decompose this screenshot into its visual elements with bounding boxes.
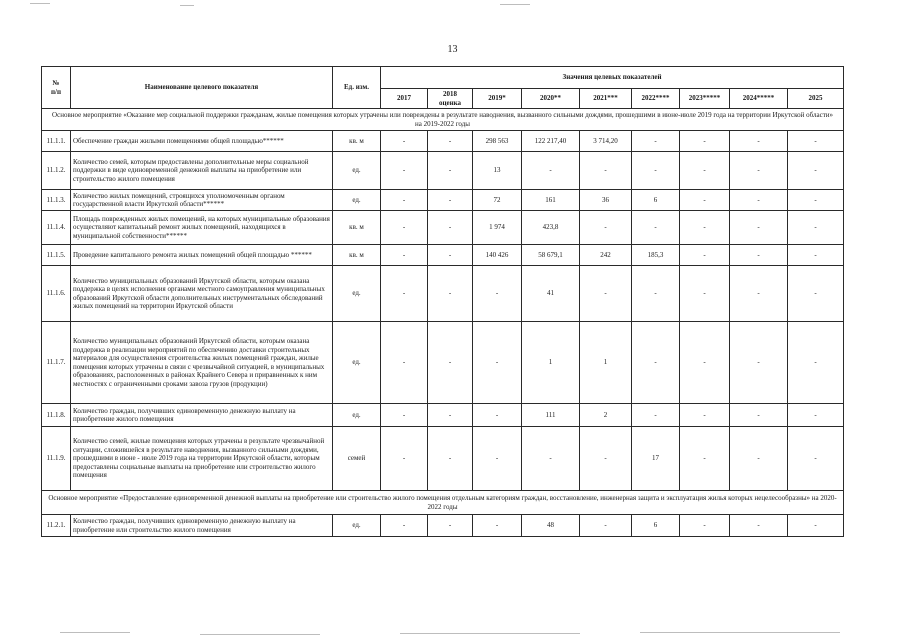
value-cell: - (788, 266, 844, 322)
value-cell: 122 217,40 (522, 131, 580, 152)
value-cell: - (730, 211, 788, 245)
unit-cell: кв. м (333, 245, 381, 266)
value-cell: - (428, 211, 473, 245)
value-cell: - (730, 190, 788, 211)
value-cell: 161 (522, 190, 580, 211)
value-cell: - (428, 404, 473, 427)
scan-artifact (500, 4, 530, 5)
indicator-name: Проведение капитального ремонта жилых помещений общей площадью ****** (71, 245, 333, 266)
value-cell: - (730, 266, 788, 322)
scan-artifact (200, 634, 320, 635)
indicator-name: Количество семей, жилые помещения которых утрачены в результате чрезвычайной ситуации, сложившейся в результате наводнения, вызванного сильными дождями, прошедшими в июне - июле 2019 года на территории Иркутской области, которым предоставлены социальные выплаты на приобретение или строительство жилого помещения (71, 427, 333, 491)
value-cell: - (730, 427, 788, 491)
value-cell: - (473, 427, 522, 491)
value-cell: - (680, 404, 730, 427)
value-cell: 36 (580, 190, 632, 211)
page-number: 13 (447, 44, 458, 55)
row-number: 11.1.6. (42, 266, 71, 322)
value-cell: - (428, 190, 473, 211)
value-cell: - (680, 245, 730, 266)
table-row (42, 131, 844, 152)
header-values-group: Значения целевых показателей (381, 67, 844, 89)
indicator-name: Площадь поврежденных жилых помещений, на которых муниципальные образования осуществляют капитальный ремонт жилых помещений, находящихся в муниципальной собственности****** (71, 211, 333, 245)
row-number: 11.1.1. (42, 131, 71, 152)
scan-artifact (60, 632, 130, 633)
value-cell: - (680, 190, 730, 211)
value-cell: - (580, 152, 632, 190)
value-cell: - (381, 427, 428, 491)
table-body (42, 109, 844, 537)
header-year: 2019* (473, 89, 522, 109)
value-cell: 3 714,20 (580, 131, 632, 152)
value-cell: - (522, 152, 580, 190)
value-cell: - (680, 152, 730, 190)
value-cell: - (381, 245, 428, 266)
target-indicators-table (41, 66, 844, 537)
value-cell: - (788, 131, 844, 152)
indicator-name: Количество муниципальных образований Иркутской области, которым оказана поддержка в целях исполнения органами местного самоуправления муниципальных образований Иркутской области дополнительных инструментальных обследований жилых помещений на территории Иркутской области (71, 266, 333, 322)
value-cell: 140 426 (473, 245, 522, 266)
value-cell: - (680, 322, 730, 404)
value-cell: - (473, 322, 522, 404)
value-cell: - (788, 211, 844, 245)
value-cell: - (580, 515, 632, 537)
value-cell: 111 (522, 404, 580, 427)
header-num-text: № п/п (50, 79, 61, 96)
row-number: 11.1.7. (42, 322, 71, 404)
unit-cell: ед. (333, 152, 381, 190)
value-cell: - (680, 266, 730, 322)
value-cell: - (730, 131, 788, 152)
value-cell: - (788, 515, 844, 537)
value-cell: 1 (580, 322, 632, 404)
indicator-name: Количество граждан, получивших единовременную денежную выплату на приобретение жилого помещения (71, 404, 333, 427)
header-year: 2024***** (730, 89, 788, 109)
header-year: 2022**** (632, 89, 680, 109)
value-cell: 298 563 (473, 131, 522, 152)
unit-cell: ед. (333, 190, 381, 211)
value-cell: - (632, 211, 680, 245)
row-number: 11.1.9. (42, 427, 71, 491)
table-row (42, 266, 844, 322)
value-cell: - (680, 211, 730, 245)
row-number: 11.1.4. (42, 211, 71, 245)
value-cell: - (632, 266, 680, 322)
indicator-name: Количество жилых помещений, строящихся уполномоченным органом государственной власти Иркутской области****** (71, 190, 333, 211)
value-cell: - (381, 190, 428, 211)
value-cell: - (473, 515, 522, 537)
value-cell: 6 (632, 190, 680, 211)
value-cell: - (473, 404, 522, 427)
value-cell: 1 (522, 322, 580, 404)
value-cell: - (580, 427, 632, 491)
table-row (42, 190, 844, 211)
value-cell: - (680, 131, 730, 152)
value-cell: - (680, 515, 730, 537)
header-year: 2021*** (580, 89, 632, 109)
value-cell: - (381, 152, 428, 190)
header-num (42, 67, 71, 109)
row-number: 11.1.5. (42, 245, 71, 266)
value-cell: - (381, 211, 428, 245)
scan-artifact (640, 632, 840, 633)
value-cell: 72 (473, 190, 522, 211)
value-cell: - (428, 245, 473, 266)
section-row (42, 109, 844, 131)
value-cell: - (788, 404, 844, 427)
header-name: Наименование целевого показателя (71, 67, 333, 109)
section-title: Основное мероприятие «Предоставление единовременной денежной выплаты на приобретение или строительство жилого помещения отдельным категориям граждан, восстановление, инженерная защита и эксплуатация жилья которых нецелесообразны» на 2020-2022 годы (42, 491, 844, 515)
value-cell: - (788, 245, 844, 266)
header-year: 2018 оценка (428, 89, 473, 109)
value-cell: 423,8 (522, 211, 580, 245)
value-cell: - (381, 322, 428, 404)
value-cell: - (428, 266, 473, 322)
unit-cell: ед. (333, 404, 381, 427)
scan-artifact (400, 633, 580, 634)
value-cell: - (680, 427, 730, 491)
table-row (42, 322, 844, 404)
row-number: 11.1.2. (42, 152, 71, 190)
value-cell: - (788, 427, 844, 491)
value-cell: 2 (580, 404, 632, 427)
value-cell: 48 (522, 515, 580, 537)
value-cell: - (788, 152, 844, 190)
section-title: Основное мероприятие «Оказание мер социальной поддержки гражданам, жилые помещения которых утрачены или повреждены в результате наводнения, вызванного сильными дождями, прошедшими в июне-июле 2019 года на территории Иркутской области» на 2019-2022 годы (42, 109, 844, 131)
table-header (42, 67, 844, 109)
table-row (42, 404, 844, 427)
header-year: 2023***** (680, 89, 730, 109)
unit-cell: кв. м (333, 131, 381, 152)
value-cell: - (381, 404, 428, 427)
value-cell: - (473, 266, 522, 322)
indicator-name: Количество семей, которым предоставлены дополнительные меры социальной поддержки в виде единовременной денежной выплаты на приобретение или строительство жилого помещения (71, 152, 333, 190)
section-row (42, 491, 844, 515)
table-row (42, 245, 844, 266)
row-number: 11.1.3. (42, 190, 71, 211)
value-cell: - (730, 515, 788, 537)
indicator-name: Количество граждан, получивших единовременную денежную выплату на приобретение или строительство жилого помещения (71, 515, 333, 537)
value-cell: - (730, 404, 788, 427)
value-cell: - (428, 152, 473, 190)
value-cell: 242 (580, 245, 632, 266)
value-cell: - (632, 322, 680, 404)
unit-cell: ед. (333, 515, 381, 537)
table-row (42, 211, 844, 245)
value-cell: - (730, 245, 788, 266)
value-cell: - (381, 515, 428, 537)
value-cell: - (788, 190, 844, 211)
indicator-name: Обеспечение граждан жилыми помещениями общей площадью****** (71, 131, 333, 152)
table-row (42, 427, 844, 491)
header-unit: Ед. изм. (333, 67, 381, 109)
value-cell: - (428, 515, 473, 537)
header-year: 2020** (522, 89, 580, 109)
value-cell: 58 679,1 (522, 245, 580, 266)
value-cell: - (788, 322, 844, 404)
value-cell: - (632, 404, 680, 427)
value-cell: - (580, 266, 632, 322)
row-number: 11.1.8. (42, 404, 71, 427)
value-cell: 6 (632, 515, 680, 537)
scan-artifact (30, 3, 50, 4)
header-year: 2017 (381, 89, 428, 109)
value-cell: - (580, 211, 632, 245)
value-cell: - (632, 152, 680, 190)
value-cell: - (522, 427, 580, 491)
value-cell: - (428, 131, 473, 152)
value-cell: - (428, 427, 473, 491)
value-cell: - (730, 152, 788, 190)
value-cell: 13 (473, 152, 522, 190)
header-year: 2025 (788, 89, 844, 109)
indicator-name: Количество муниципальных образований Иркутской области, которым оказана поддержка в реализации мероприятий по обеспечению доставки строительных материалов для осуществления строительства жилых помещений граждан, жилые помещения которых утрачены в связи с чрезвычайной ситуацией, в муниципальных образованиях, расположенных в районах Крайнего Севера и приравненных к ним местностях с ограниченными сроками завоза грузов (продукции) (71, 322, 333, 404)
value-cell: - (632, 131, 680, 152)
row-number: 11.2.1. (42, 515, 71, 537)
table-row (42, 515, 844, 537)
value-cell: - (381, 131, 428, 152)
value-cell: 17 (632, 427, 680, 491)
value-cell: - (428, 322, 473, 404)
unit-cell: ед. (333, 322, 381, 404)
scan-artifact (180, 5, 194, 6)
value-cell: - (730, 322, 788, 404)
value-cell: 41 (522, 266, 580, 322)
unit-cell: ед. (333, 266, 381, 322)
value-cell: 1 974 (473, 211, 522, 245)
value-cell: 185,3 (632, 245, 680, 266)
table-row (42, 152, 844, 190)
unit-cell: кв. м (333, 211, 381, 245)
unit-cell: семей (333, 427, 381, 491)
value-cell: - (381, 266, 428, 322)
